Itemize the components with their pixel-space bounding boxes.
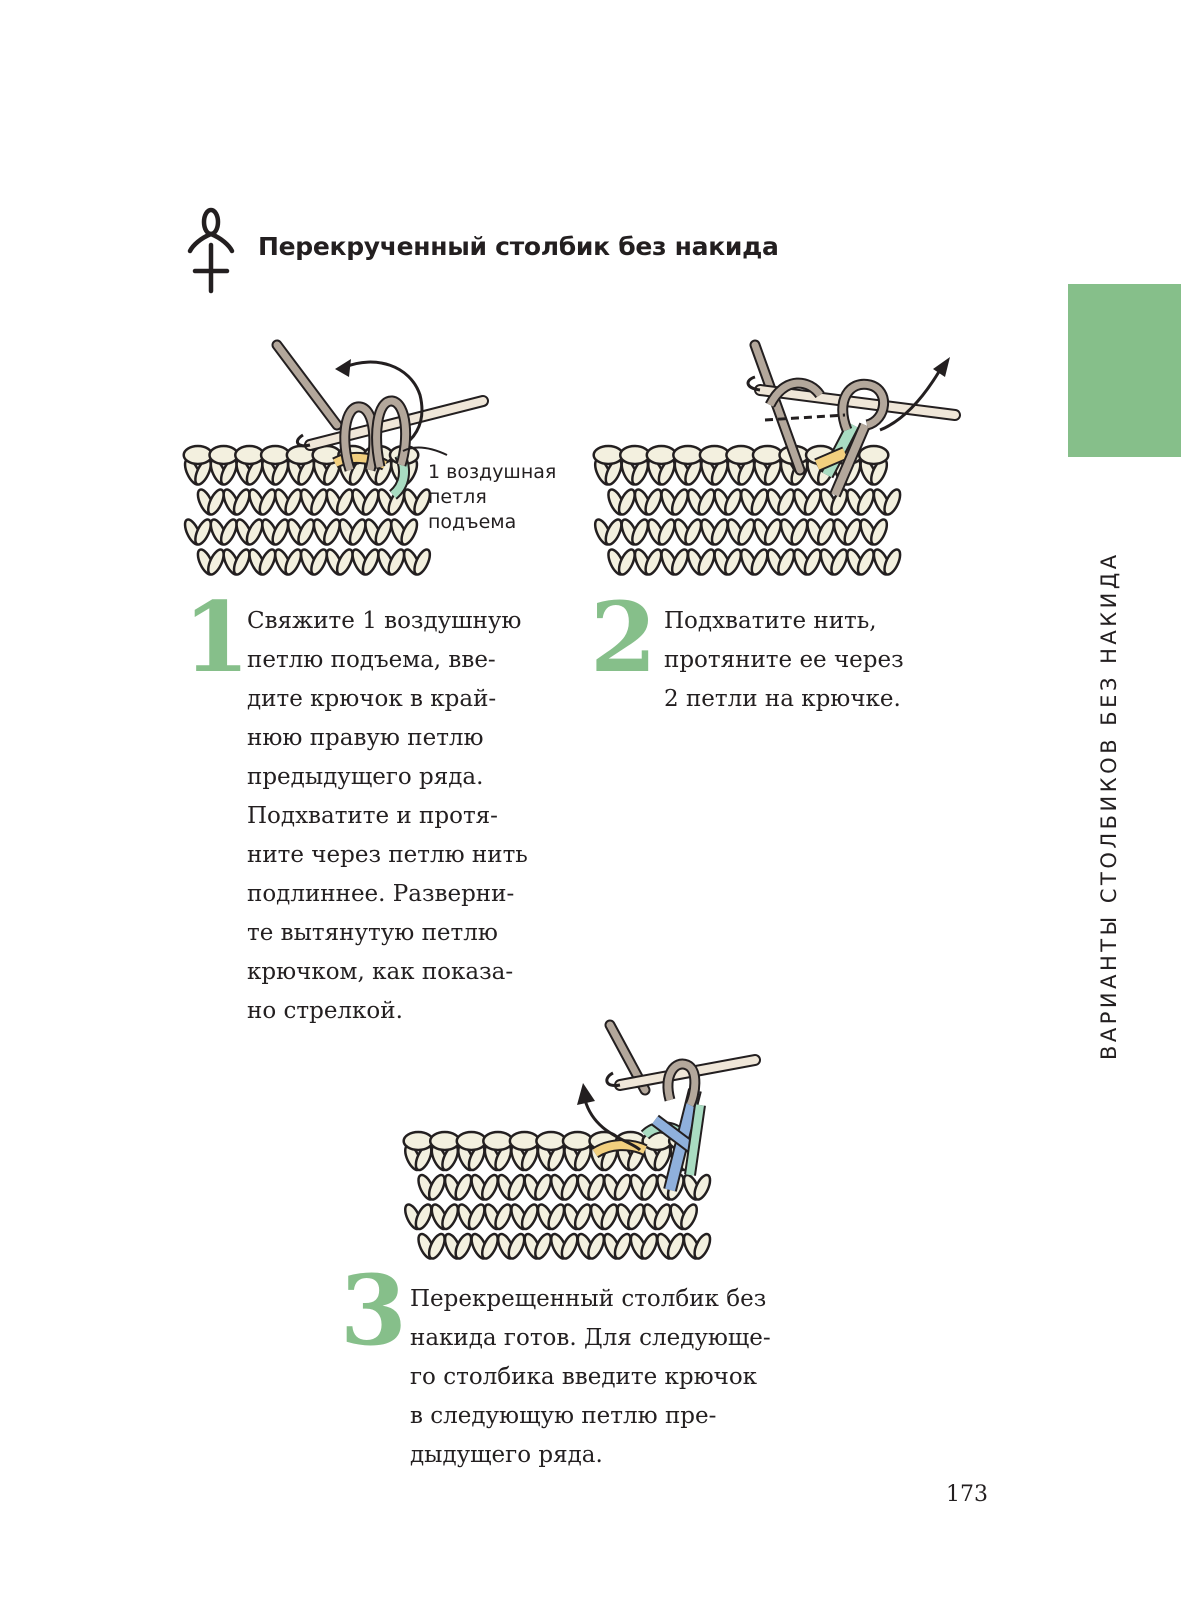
text-line: протяните ее через <box>664 647 904 673</box>
callout-line: 1 воздушная <box>428 461 557 483</box>
text-line: Подхватите нить, <box>664 608 877 634</box>
text-line: подлиннее. Разверни- <box>247 881 515 907</box>
text-line: но стрелкой. <box>247 998 403 1024</box>
text-line: накида готов. Для следующе- <box>410 1325 771 1351</box>
text-line: Свяжите 1 воздушную <box>247 608 522 634</box>
section-tab-label: ВАРИАНТЫ СТОЛБИКОВ БЕЗ НАКИДА <box>1097 551 1121 1060</box>
fabric-chain <box>457 1132 486 1150</box>
step-3-illustration <box>405 1025 760 1265</box>
text-line: 2 петли на крючке. <box>664 686 901 712</box>
fabric-chain <box>859 446 888 464</box>
step-2-number: 2 <box>590 581 657 694</box>
fabric-chain <box>700 446 729 464</box>
callout-line: петля <box>428 486 487 508</box>
step-2-illustration <box>595 345 965 580</box>
step-1-callout <box>428 460 556 535</box>
fabric-stitch <box>678 1202 700 1231</box>
text-line: крючком, как показа- <box>247 959 514 985</box>
section-tab <box>1068 284 1181 457</box>
fabric-chain <box>647 446 676 464</box>
text-line: петлю подъема, вве- <box>247 647 496 673</box>
fabric-chain <box>184 446 212 464</box>
fabric-chain <box>673 446 702 464</box>
fabric-stitch <box>691 1173 713 1202</box>
callout-line: подъема <box>428 511 517 533</box>
text-line: Перекрещенный столбик без <box>410 1286 767 1312</box>
text-line: в следующую петлю пре- <box>410 1403 717 1429</box>
text-line: те вытянутую петлю <box>247 920 498 946</box>
page-number: 173 <box>946 1482 988 1507</box>
twisted-single-crochet-symbol-icon <box>185 205 235 293</box>
fabric-chain <box>430 1132 459 1150</box>
fabric-chain <box>404 1132 433 1150</box>
fabric-chain <box>594 446 623 464</box>
fabric-chain <box>753 446 782 464</box>
page-title: Перекрученный столбик без накида <box>258 232 779 261</box>
text-line: ните через петлю нить <box>247 842 528 868</box>
text-line: го столбика введите крючок <box>410 1364 758 1390</box>
step-1-text <box>247 602 528 1031</box>
step-3-text <box>410 1280 771 1475</box>
text-line: предыдущего ряда. <box>247 764 484 790</box>
text-line: Подхватите и протя- <box>247 803 498 829</box>
text-line: дите крючок в край- <box>247 686 497 712</box>
fabric-stitch <box>691 1232 713 1261</box>
fabric-chain <box>261 446 289 464</box>
fabric-chain <box>620 446 649 464</box>
fabric-chain <box>536 1132 565 1150</box>
text-line: нюю правую петлю <box>247 725 484 751</box>
fabric-chain <box>235 446 263 464</box>
fabric-chain <box>510 1132 539 1150</box>
fabric-chain <box>726 446 755 464</box>
fabric-chain <box>563 1132 592 1150</box>
text-line: дыдущего ряда. <box>410 1442 603 1468</box>
fabric-chain <box>209 446 237 464</box>
fabric-chain <box>483 1132 512 1150</box>
step-2-text <box>664 602 904 719</box>
step-1-number: 1 <box>183 581 250 694</box>
step-3-number: 3 <box>340 1254 407 1367</box>
